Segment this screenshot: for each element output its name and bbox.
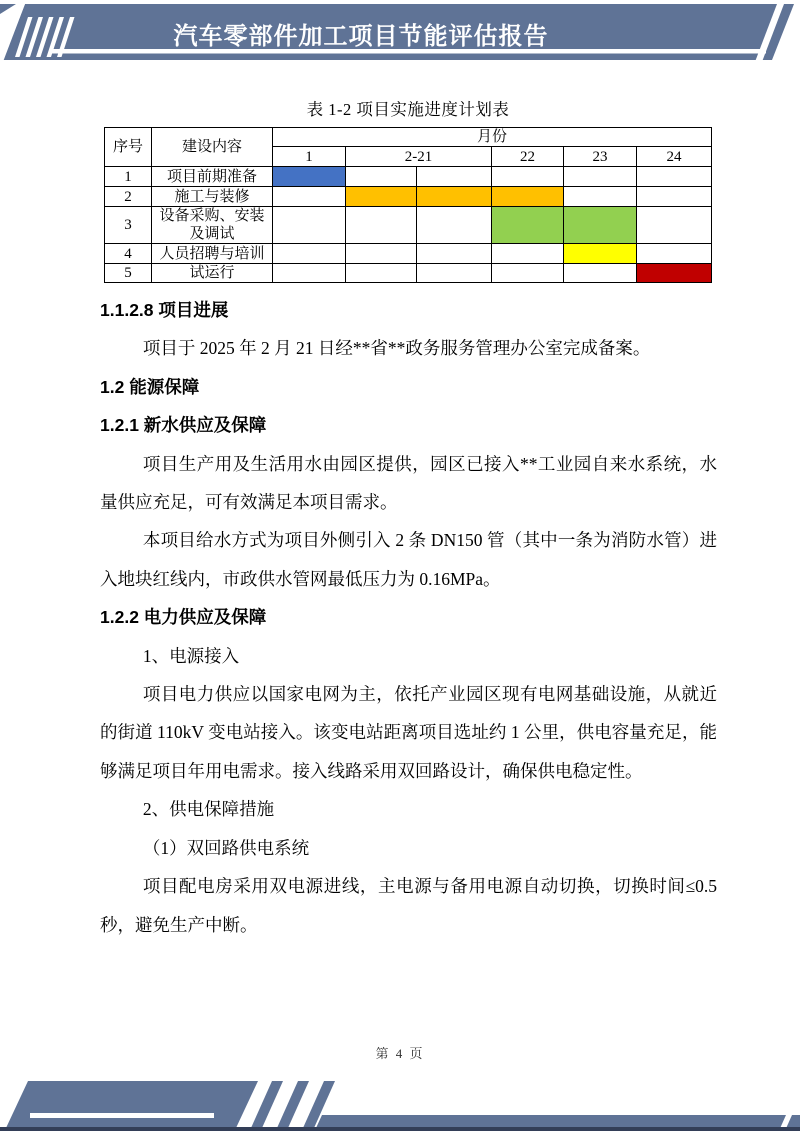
schedule-cell-empty <box>346 244 417 264</box>
schedule-cell-empty <box>637 187 712 207</box>
footer-bar <box>316 1115 800 1128</box>
paragraph-water-2: 本项目给水方式为项目外侧引入 2 条 DN150 管（其中一条为消防水管）进入地块红线内，市政供水管网最低压力为 0.16MPa。 <box>100 530 717 589</box>
schedule-cell-empty <box>564 167 637 187</box>
schedule-cell-empty <box>346 264 417 283</box>
month-header: 23 <box>564 147 637 167</box>
schedule-cell-empty <box>564 264 637 283</box>
section-heading-progress: 1.1.2.8 项目进展 <box>100 300 229 320</box>
footer-band-decoration <box>0 1077 800 1131</box>
row-content: 人员招聘与培训 <box>152 244 273 264</box>
month-header: 22 <box>492 147 564 167</box>
row-seq: 4 <box>105 244 152 264</box>
footer-parallelogram <box>6 1081 258 1128</box>
col-header-content: 建设内容 <box>152 128 273 167</box>
table-row <box>105 167 712 187</box>
col-header-month: 月份 <box>273 128 712 147</box>
schedule-cell-empty <box>637 167 712 187</box>
gantt-bar-cell <box>564 244 637 264</box>
row-content: 试运行 <box>152 264 273 283</box>
col-header-seq: 序号 <box>105 128 152 167</box>
footer-white-line <box>30 1113 214 1118</box>
schedule-cell-empty <box>417 244 492 264</box>
row-content: 施工与装修 <box>152 187 273 207</box>
row-content: 项目前期准备 <box>152 167 273 187</box>
paragraph-progress: 项目于 2025 年 2 月 21 日经**省**政务服务管理办公室完成备案。 <box>142 338 651 359</box>
gantt-bar-cell <box>637 264 712 283</box>
schedule-table <box>104 127 712 283</box>
schedule-cell-empty <box>273 244 346 264</box>
gantt-bar-cell <box>273 167 346 187</box>
subitem-dual-circuit: （1）双回路供电系统 <box>142 837 310 858</box>
schedule-cell-empty <box>492 244 564 264</box>
gantt-bar-cell <box>492 187 564 207</box>
schedule-cell-empty <box>492 167 564 187</box>
gantt-bar-cell <box>492 207 564 244</box>
table-caption: 表 1-2 项目实施进度计划表 <box>306 100 510 119</box>
section-heading-power: 1.2.2 电力供应及保障 <box>100 607 267 628</box>
row-content: 设备采购、安装及调试 <box>152 207 273 244</box>
row-seq: 1 <box>105 167 152 187</box>
section-heading-water: 1.2.1 新水供应及保障 <box>100 415 267 436</box>
page-number: 第 4 页 <box>375 1046 425 1061</box>
paragraph-water-1: 项目生产用及生活用水由园区提供，园区已接入**工业园自来水系统，水量供应充足，可有效满足本项目需求。 <box>100 453 717 513</box>
footer-bottom-strip <box>0 1127 800 1131</box>
report-title: 汽车零部件加工项目节能评估报告 <box>173 23 549 50</box>
document-body <box>100 291 717 944</box>
schedule-cell-empty <box>346 167 417 187</box>
subitem-power-measures: 2、供电保障措施 <box>142 799 275 820</box>
schedule-cell-empty <box>564 187 637 207</box>
table-row <box>105 187 712 207</box>
section-heading-energy: 1.2 能源保障 <box>100 376 200 397</box>
schedule-cell-empty <box>417 264 492 283</box>
schedule-cell-empty <box>637 244 712 264</box>
month-header: 2-21 <box>346 147 492 167</box>
paragraph-power-1: 项目电力供应以国家电网为主，依托产业园区现有电网基础设施，从就近的街道 110kV 变电站接入。该变电站距离项目选址约 1 公里，供电容量充足，能够满足项目年用电需求。接入线路采用双回路设计，确保供电稳定性。 <box>100 684 717 781</box>
month-header: 24 <box>637 147 712 167</box>
schedule-cell-empty <box>417 207 492 244</box>
schedule-cell-empty <box>492 264 564 283</box>
table-row <box>105 244 712 264</box>
schedule-cell-empty <box>273 187 346 207</box>
schedule-cell-empty <box>637 207 712 244</box>
schedule-cell-empty <box>273 264 346 283</box>
month-header: 1 <box>273 147 346 167</box>
gantt-bar-cell <box>346 187 417 207</box>
row-seq: 2 <box>105 187 152 207</box>
header-corner-piece <box>0 4 16 14</box>
row-seq: 5 <box>105 264 152 283</box>
gantt-bar-cell <box>417 187 492 207</box>
table-row <box>105 207 712 244</box>
subitem-power-access: 1、电源接入 <box>142 645 240 666</box>
schedule-cell-empty <box>273 207 346 244</box>
schedule-cell-empty <box>346 207 417 244</box>
paragraph-power-2: 项目配电房采用双电源进线，主电源与备用电源自动切换，切换时间≤0.5 秒，避免生产中断。 <box>100 876 717 935</box>
gantt-bar-cell <box>564 207 637 244</box>
table-row <box>105 264 712 283</box>
schedule-cell-empty <box>417 167 492 187</box>
row-seq: 3 <box>105 207 152 244</box>
